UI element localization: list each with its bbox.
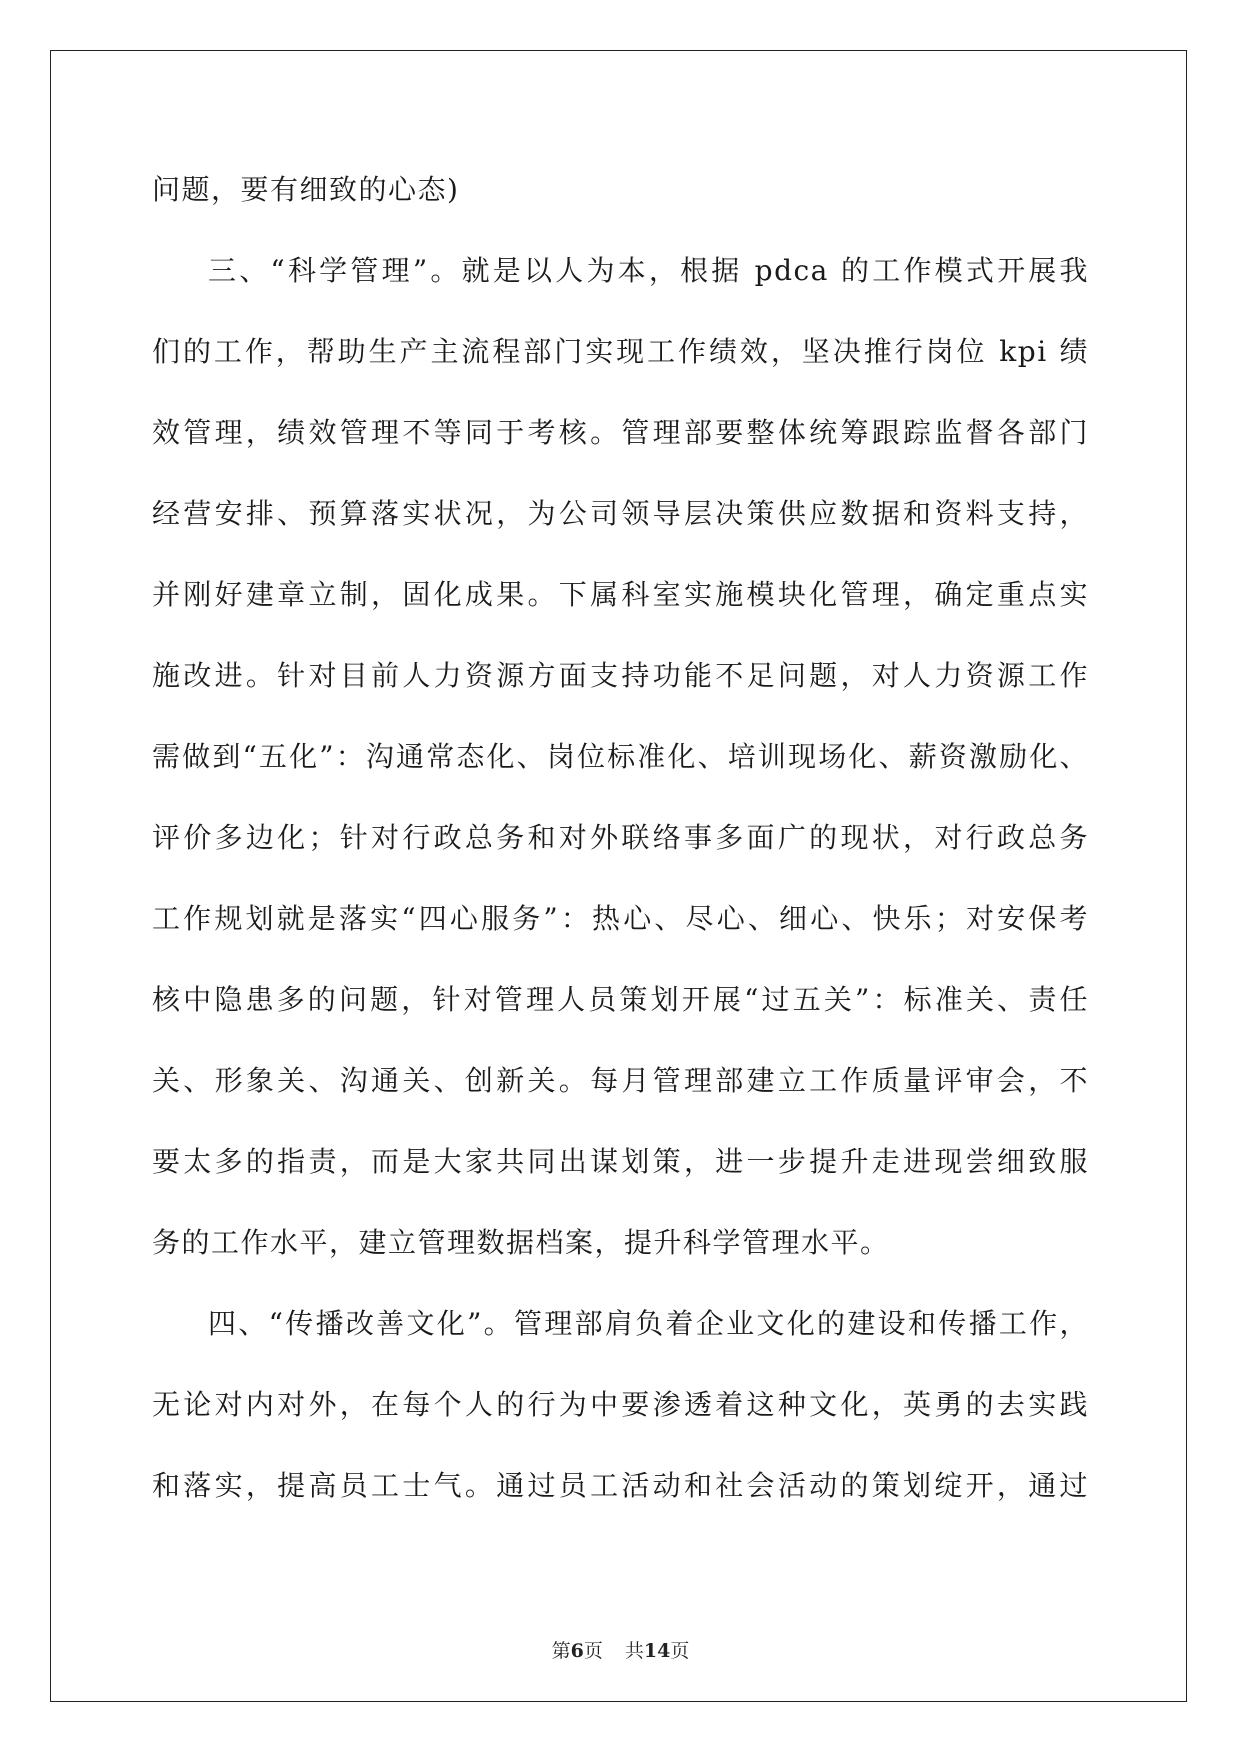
total-prefix: 共 bbox=[624, 1640, 644, 1662]
total-page-number: 14 bbox=[643, 1640, 671, 1662]
text-line-11: 核中隐患多的问题，针对管理人员策划开展“过五关”：标准关、责任 bbox=[152, 983, 1089, 1016]
text-line-16: 无论对内对外，在每个人的行为中要渗透着这种文化，英勇的去实践 bbox=[152, 1388, 1089, 1421]
text-line-6: 并刚好建章立制，固化成果。下属科室实施模块化管理，确定重点实 bbox=[152, 578, 1089, 611]
page-footer bbox=[0, 1636, 1241, 1663]
text-line-9: 评价多边化；针对行政总务和对外联络事多面广的现状，对行政总务 bbox=[152, 821, 1089, 854]
page-prefix: 第 bbox=[551, 1640, 571, 1662]
text-line-2: 三、“科学管理”。就是以人为本，根据 pdca 的工作模式开展我 bbox=[208, 254, 1089, 287]
text-line-1: 问题，要有细致的心态) bbox=[152, 173, 460, 206]
text-line-12: 关、形象关、沟通关、创新关。每月管理部建立工作质量评审会，不 bbox=[152, 1064, 1089, 1097]
text-line-3: 们的工作，帮助生产主流程部门实现工作绩效，坚决推行岗位 kpi 绩 bbox=[152, 335, 1089, 368]
document-body bbox=[152, 164, 1089, 1541]
text-line-17: 和落实，提高员工士气。通过员工活动和社会活动的策划绽开，通过 bbox=[152, 1469, 1089, 1502]
text-line-4: 效管理，绩效管理不等同于考核。管理部要整体统筹跟踪监督各部门 bbox=[152, 416, 1089, 449]
total-suffix: 页 bbox=[670, 1640, 690, 1662]
page-suffix: 页 bbox=[583, 1640, 603, 1662]
text-line-10: 工作规划就是落实“四心服务”：热心、尽心、细心、快乐；对安保考 bbox=[152, 902, 1089, 935]
text-line-15: 四、“传播改善文化”。管理部肩负着企业文化的建设和传播工作， bbox=[208, 1307, 1089, 1340]
text-line-7: 施改进。针对目前人力资源方面支持功能不足问题，对人力资源工作 bbox=[152, 659, 1089, 692]
text-line-5: 经营安排、预算落实状况，为公司领导层决策供应数据和资料支持， bbox=[152, 497, 1089, 530]
text-line-13: 要太多的指责，而是大家共同出谋划策，进一步提升走进现尝细致服 bbox=[152, 1145, 1089, 1178]
text-line-14: 务的工作水平，建立管理数据档案，提升科学管理水平。 bbox=[152, 1226, 890, 1259]
text-line-8: 需做到“五化”：沟通常态化、岗位标准化、培训现场化、薪资激励化、 bbox=[152, 740, 1089, 773]
page-number: 6 bbox=[570, 1640, 584, 1662]
